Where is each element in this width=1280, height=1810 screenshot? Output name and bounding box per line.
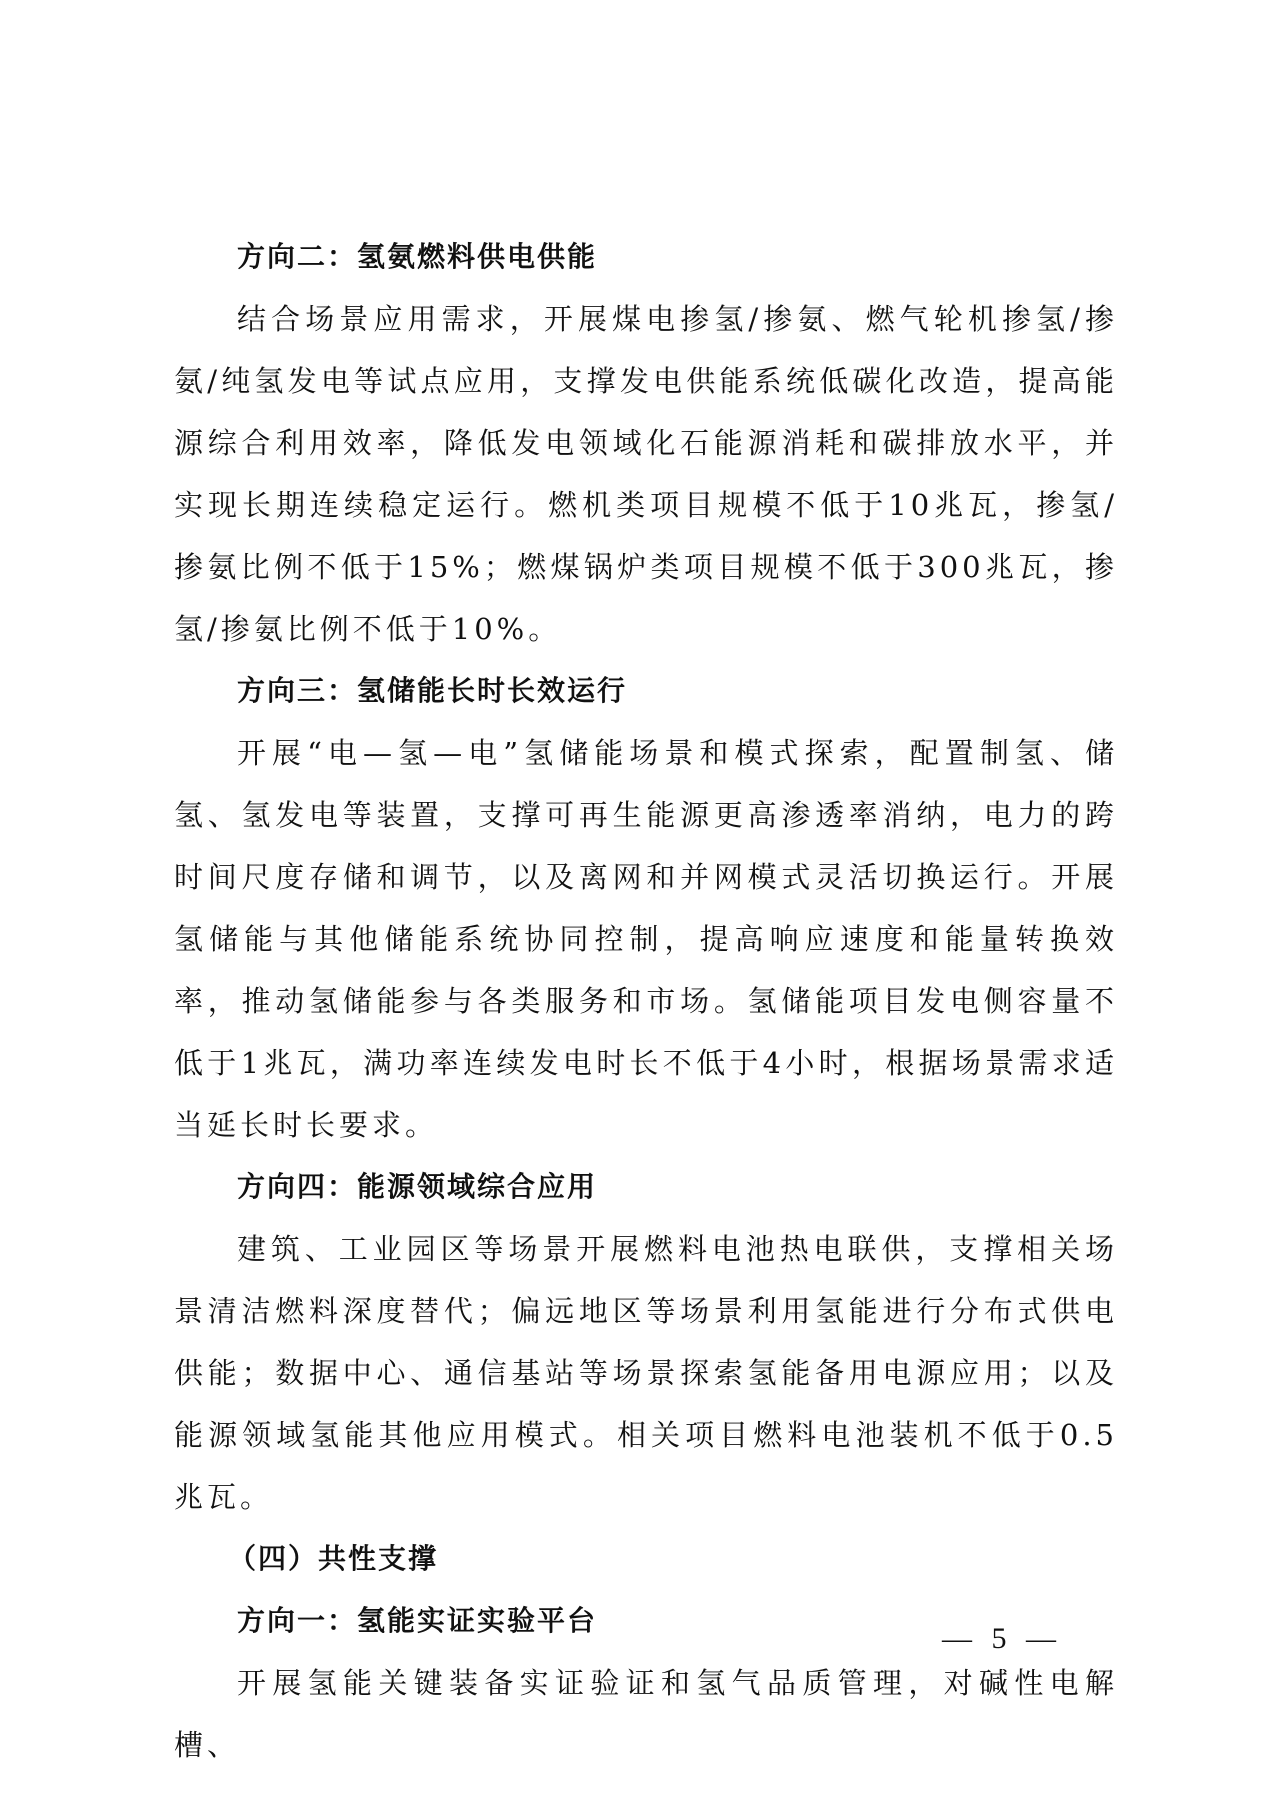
paragraph-direction-4: 建筑、工业园区等场景开展燃料电池热电联供，支撑相关场景清洁燃料深度替代；偏远地区等场景利用氢能进行分布式供电供能；数据中心、通信基站等场景探索氢能备用电源应用；以及能源领域氢能其他应用模式。相关项目燃料电池装机不低于0.5兆瓦。: [174, 1232, 1118, 1514]
section-heading-common-support: （四）共性支撑: [228, 1542, 439, 1575]
page-number: — 5 —: [942, 1622, 1062, 1655]
heading-direction-2: 方向二：氢氨燃料供电供能: [237, 240, 598, 273]
paragraph-direction-2: 结合场景应用需求，开展煤电掺氢/掺氨、燃气轮机掺氢/掺氨/纯氢发电等试点应用，支撑发电供能系统低碳化改造，提高能源综合利用效率，降低发电领域化石能源消耗和碳排放水平，并实现长期连续稳定运行。燃机类项目规模不低于10兆瓦，掺氢/掺氨比例不低于15%；燃煤锅炉类项目规模不低于300兆瓦，掺氢/掺氨比例不低于10%。: [174, 302, 1118, 646]
heading-direction-1: 方向一：氢能实证实验平台: [237, 1604, 598, 1637]
heading-direction-3: 方向三：氢储能长时长效运行: [237, 674, 628, 707]
paragraph-direction-3: 开展“电—氢—电”氢储能场景和模式探索，配置制氢、储氢、氢发电等装置，支撑可再生能源更高渗透率消纳，电力的跨时间尺度存储和调节，以及离网和并网模式灵活切换运行。开展氢储能与其他储能系统协同控制，提高响应速度和能量转换效率，推动氢储能参与各类服务和市场。氢储能项目发电侧容量不低于1兆瓦，满功率连续发电时长不低于4小时，根据场景需求适当延长时长要求。: [174, 736, 1118, 1142]
heading-direction-4: 方向四：能源领域综合应用: [237, 1170, 598, 1203]
paragraph-direction-1: 开展氢能关键装备实证验证和氢气品质管理，对碱性电解槽、: [174, 1666, 1118, 1762]
document-body: [174, 226, 1118, 1776]
